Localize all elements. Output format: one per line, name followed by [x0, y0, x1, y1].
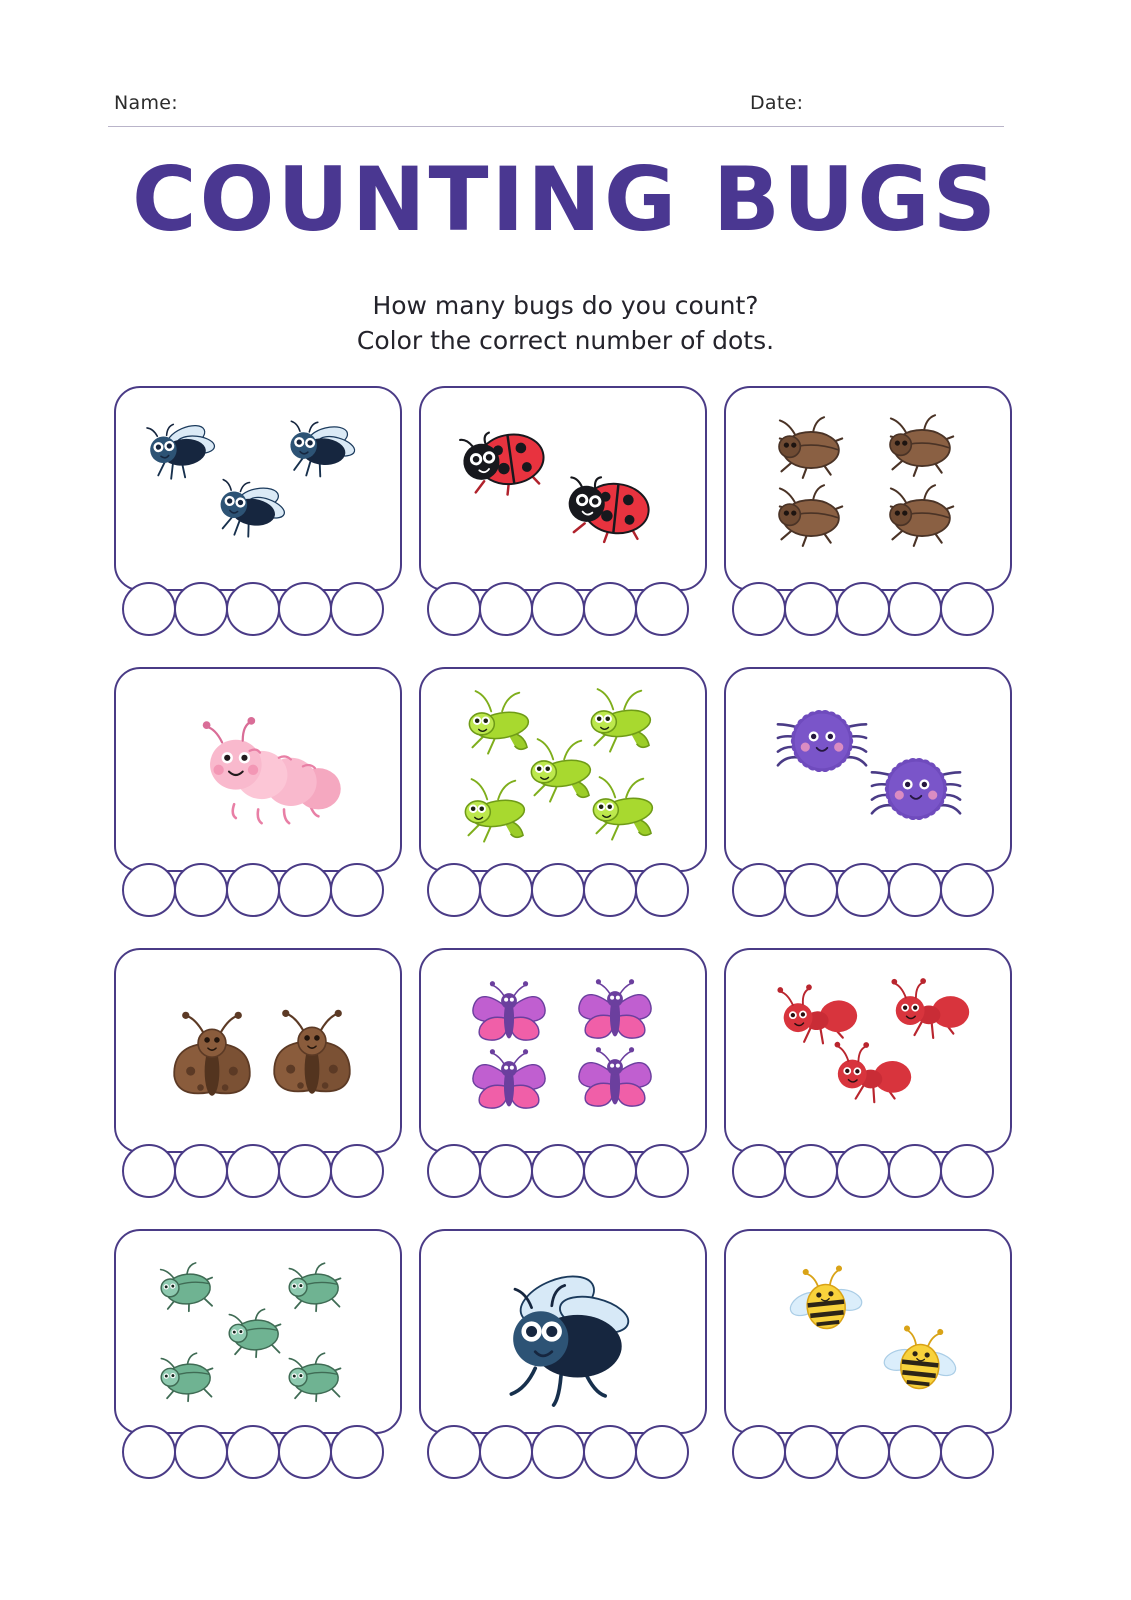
- bug-picture-frame: [419, 667, 707, 872]
- date-label: Date:: [750, 92, 804, 114]
- bug-picture-frame: [419, 1229, 707, 1434]
- answer-dot[interactable]: [479, 582, 533, 636]
- bug-illustration-bee: [726, 1231, 1012, 1434]
- answer-dot[interactable]: [732, 863, 786, 917]
- answer-dot[interactable]: [784, 1425, 838, 1479]
- answer-dot[interactable]: [940, 1425, 994, 1479]
- bug-picture-frame: [114, 948, 402, 1153]
- answer-dot[interactable]: [174, 863, 228, 917]
- answer-dot[interactable]: [888, 1144, 942, 1198]
- instructions-line-1: How many bugs do you count?: [372, 291, 759, 320]
- answer-dots-row: [122, 1425, 382, 1479]
- bug-picture-frame: [419, 948, 707, 1153]
- answer-dot[interactable]: [940, 863, 994, 917]
- answer-dots-row: [732, 1425, 992, 1479]
- answer-dot[interactable]: [583, 863, 637, 917]
- bug-picture-frame: [419, 386, 707, 591]
- answer-dots-row: [427, 1425, 687, 1479]
- exercise-cell: [114, 1229, 404, 1484]
- bug-illustration-fly: [116, 388, 402, 591]
- answer-dot[interactable]: [836, 1425, 890, 1479]
- exercise-cell: [724, 386, 1014, 641]
- answer-dots-row: [732, 582, 992, 636]
- bug-illustration-stinkbug: [116, 1231, 402, 1434]
- instructions: [0, 288, 1131, 358]
- bug-illustration-grasshopper: [421, 669, 707, 872]
- answer-dot[interactable]: [479, 1144, 533, 1198]
- exercise-cell: [724, 667, 1014, 922]
- answer-dot[interactable]: [427, 863, 481, 917]
- answer-dot[interactable]: [583, 1425, 637, 1479]
- answer-dot[interactable]: [122, 1144, 176, 1198]
- answer-dot[interactable]: [122, 1425, 176, 1479]
- answer-dot[interactable]: [479, 1425, 533, 1479]
- bug-illustration-ladybug: [421, 388, 707, 591]
- answer-dot[interactable]: [226, 863, 280, 917]
- bug-illustration-butterfly: [421, 950, 707, 1153]
- answer-dot[interactable]: [226, 582, 280, 636]
- answer-dots-row: [732, 863, 992, 917]
- answer-dot[interactable]: [427, 1425, 481, 1479]
- answer-dot[interactable]: [427, 1144, 481, 1198]
- answer-dot[interactable]: [836, 1144, 890, 1198]
- answer-dot[interactable]: [278, 863, 332, 917]
- answer-dot[interactable]: [479, 863, 533, 917]
- instructions-line-2: Color the correct number of dots.: [356, 326, 775, 355]
- answer-dot[interactable]: [531, 1144, 585, 1198]
- answer-dot[interactable]: [531, 863, 585, 917]
- page-title: COUNTING BUGS: [132, 148, 999, 251]
- exercise-cell: [419, 667, 709, 922]
- answer-dot[interactable]: [531, 582, 585, 636]
- answer-dots-row: [427, 1144, 687, 1198]
- answer-dots-row: [427, 863, 687, 917]
- answer-dot[interactable]: [174, 1425, 228, 1479]
- answer-dot[interactable]: [226, 1425, 280, 1479]
- answer-dot[interactable]: [635, 1144, 689, 1198]
- exercise-cell: [419, 948, 709, 1203]
- bug-illustration-beetle: [726, 388, 1012, 591]
- bug-picture-frame: [114, 386, 402, 591]
- answer-dot[interactable]: [330, 582, 384, 636]
- bug-illustration-housefly: [421, 1231, 707, 1434]
- answer-dot[interactable]: [330, 863, 384, 917]
- answer-dot[interactable]: [888, 582, 942, 636]
- answer-dots-row: [427, 582, 687, 636]
- bug-picture-frame: [114, 1229, 402, 1434]
- exercise-cell: [724, 1229, 1014, 1484]
- answer-dot[interactable]: [174, 582, 228, 636]
- answer-dots-row: [122, 582, 382, 636]
- answer-dot[interactable]: [226, 1144, 280, 1198]
- answer-dot[interactable]: [784, 863, 838, 917]
- answer-dot[interactable]: [583, 1144, 637, 1198]
- answer-dot[interactable]: [888, 863, 942, 917]
- answer-dots-row: [122, 1144, 382, 1198]
- answer-dot[interactable]: [836, 582, 890, 636]
- answer-dot[interactable]: [940, 582, 994, 636]
- answer-dot[interactable]: [278, 582, 332, 636]
- name-label: Name:: [114, 92, 178, 114]
- answer-dot[interactable]: [784, 582, 838, 636]
- answer-dot[interactable]: [278, 1425, 332, 1479]
- exercise-cell: [724, 948, 1014, 1203]
- answer-dot[interactable]: [732, 1144, 786, 1198]
- bug-illustration-caterpillar: [116, 669, 402, 872]
- answer-dot[interactable]: [784, 1144, 838, 1198]
- exercise-grid: [114, 386, 1014, 1484]
- answer-dot[interactable]: [940, 1144, 994, 1198]
- answer-dot[interactable]: [635, 863, 689, 917]
- answer-dots-row: [732, 1144, 992, 1198]
- answer-dot[interactable]: [330, 1425, 384, 1479]
- answer-dots-row: [122, 863, 382, 917]
- bug-picture-frame: [724, 386, 1012, 591]
- exercise-cell: [114, 948, 404, 1203]
- bug-illustration-moth: [116, 950, 402, 1153]
- exercise-cell: [419, 1229, 709, 1484]
- answer-dot[interactable]: [635, 1425, 689, 1479]
- answer-dot[interactable]: [427, 582, 481, 636]
- exercise-cell: [419, 386, 709, 641]
- exercise-cell: [114, 386, 404, 641]
- answer-dot[interactable]: [583, 582, 637, 636]
- answer-dot[interactable]: [122, 582, 176, 636]
- answer-dot[interactable]: [174, 1144, 228, 1198]
- answer-dot[interactable]: [732, 582, 786, 636]
- answer-dot[interactable]: [732, 1425, 786, 1479]
- answer-dot[interactable]: [635, 582, 689, 636]
- bug-picture-frame: [724, 1229, 1012, 1434]
- name-date-header: [108, 92, 1004, 127]
- answer-dot[interactable]: [330, 1144, 384, 1198]
- answer-dot[interactable]: [836, 863, 890, 917]
- answer-dot[interactable]: [278, 1144, 332, 1198]
- bug-illustration-spider: [726, 669, 1012, 872]
- bug-picture-frame: [114, 667, 402, 872]
- bug-illustration-ant: [726, 950, 1012, 1153]
- answer-dot[interactable]: [122, 863, 176, 917]
- bug-picture-frame: [724, 948, 1012, 1153]
- exercise-cell: [114, 667, 404, 922]
- answer-dot[interactable]: [888, 1425, 942, 1479]
- answer-dot[interactable]: [531, 1425, 585, 1479]
- bug-picture-frame: [724, 667, 1012, 872]
